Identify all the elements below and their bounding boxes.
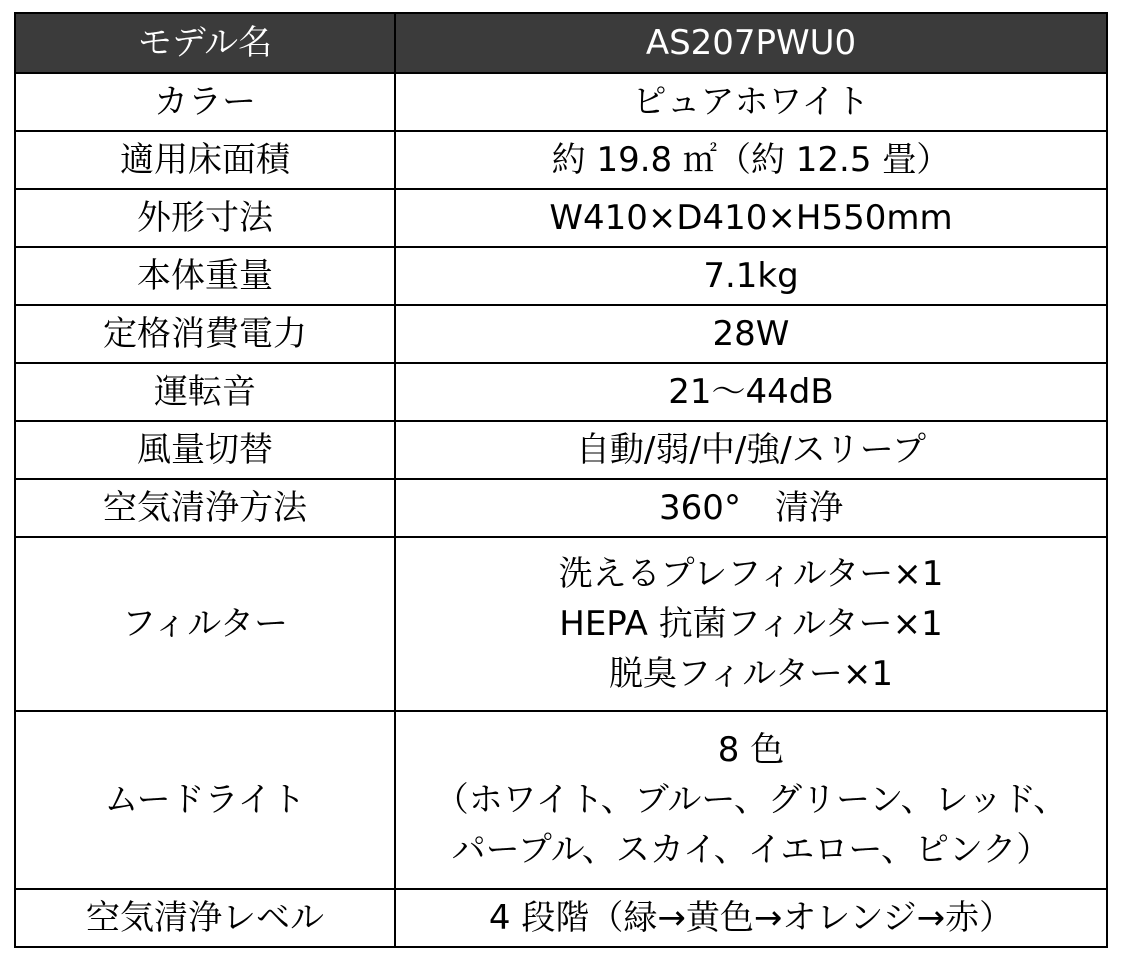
level-value: 4 段階（緑→黄色→オレンジ→赤） (395, 889, 1107, 947)
row-label: カラー (15, 73, 395, 131)
table-row (15, 73, 1107, 131)
mood-light-line: パープル、スカイ、イエロー、ピンク） (451, 830, 1051, 870)
mood-light-line: 8 色 (717, 730, 785, 770)
level-row (15, 889, 1107, 947)
spec-table (14, 12, 1108, 948)
mood-light-row (15, 711, 1107, 889)
mood-light-line: （ホワイト、ブルー、グリーン、レッド、 (434, 780, 1068, 820)
table-row (15, 189, 1107, 247)
row-value: 360° 清浄 (395, 479, 1107, 537)
header-value: AS207PWU0 (395, 13, 1107, 73)
row-label: 定格消費電力 (15, 305, 395, 363)
row-value: W410×D410×H550mm (395, 189, 1107, 247)
table-row (15, 247, 1107, 305)
filter-line: 洗えるプレフィルター×1 (558, 554, 944, 594)
filter-value (395, 537, 1107, 711)
filter-row (15, 537, 1107, 711)
level-label: 空気清浄レベル (15, 889, 395, 947)
row-label: 外形寸法 (15, 189, 395, 247)
row-label: 風量切替 (15, 421, 395, 479)
header-label: モデル名 (15, 13, 395, 73)
table-row (15, 479, 1107, 537)
row-value: 約 19.8 ㎡（約 12.5 畳） (395, 131, 1107, 189)
filter-line: HEPA 抗菌フィルター×1 (559, 604, 943, 644)
table-row (15, 421, 1107, 479)
row-value: 28W (395, 305, 1107, 363)
header-row (15, 13, 1107, 73)
row-value: 21～44dB (395, 363, 1107, 421)
filter-line: 脱臭フィルター×1 (608, 654, 894, 694)
filter-label: フィルター (15, 537, 395, 711)
row-label: 空気清浄方法 (15, 479, 395, 537)
mood-light-label: ムードライト (15, 711, 395, 889)
mood-light-value (395, 711, 1107, 889)
row-value: 自動/弱/中/強/スリープ (395, 421, 1107, 479)
table-row (15, 363, 1107, 421)
row-label: 本体重量 (15, 247, 395, 305)
row-label: 適用床面積 (15, 131, 395, 189)
row-label: 運転音 (15, 363, 395, 421)
row-value: ピュアホワイト (395, 73, 1107, 131)
table-row (15, 131, 1107, 189)
table-row (15, 305, 1107, 363)
row-value: 7.1kg (395, 247, 1107, 305)
